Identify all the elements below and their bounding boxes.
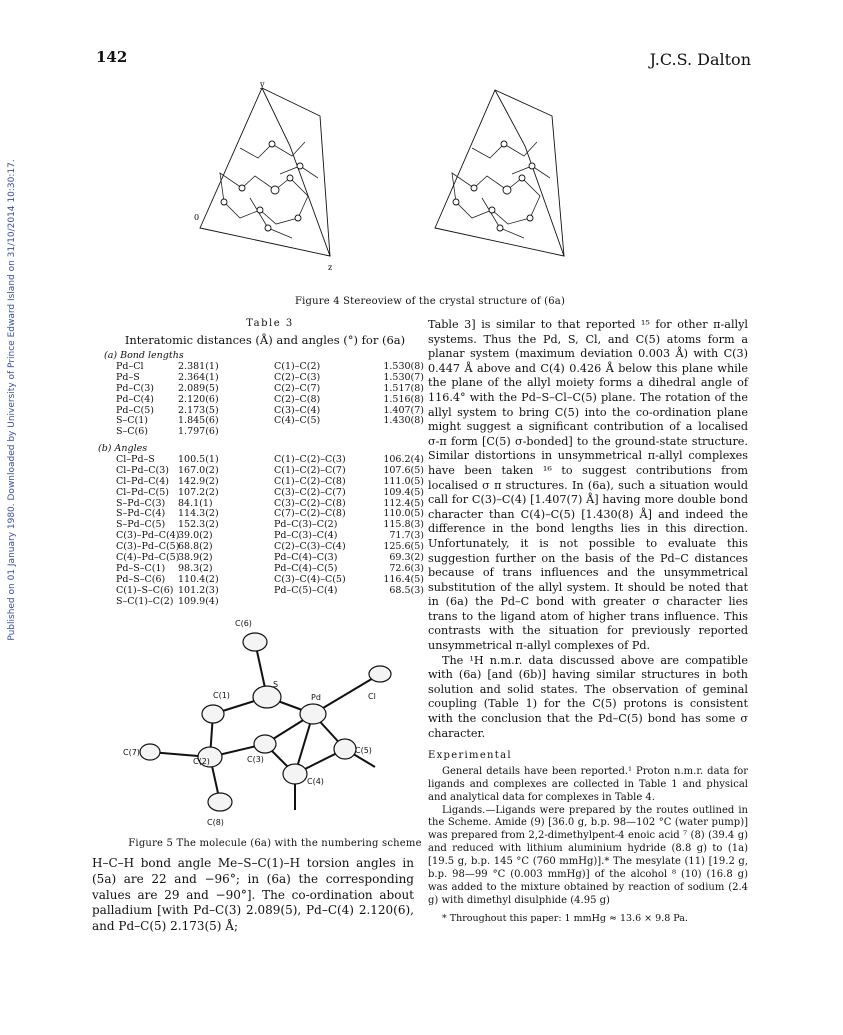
table-cell: 1.530(7) <box>383 371 424 383</box>
table-cell: 2.364(1) <box>178 371 219 383</box>
table-3-subtitle: Interatomic distances (Å) and angles (°) for (6a) <box>124 333 406 347</box>
atom-label-c6: C(6) <box>235 619 252 628</box>
atom-label-c2: C(2) <box>193 757 210 766</box>
atom-label-c7: C(7) <box>123 748 140 757</box>
table-cell: S–C(6) <box>116 426 148 438</box>
table-cell: C(4)–C(5) <box>274 415 321 427</box>
table-cell: Cl–Pd–S <box>116 453 155 465</box>
figure-5-caption: Figure 5 The molecule (6a) with the numbering scheme <box>128 838 422 849</box>
right-column <box>428 318 748 926</box>
table-cell: C(3)–Pd–C(4) <box>116 530 180 542</box>
table-cell: 125.6(5) <box>383 541 424 553</box>
table-cell: S–Pd–C(3) <box>116 497 166 509</box>
table-cell: 1.530(8) <box>383 360 424 372</box>
figure-5-molecule <box>115 612 425 837</box>
table-cell: Cl–Pd–C(5) <box>116 486 170 498</box>
table-cell: Pd–C(4)–C(3) <box>274 552 338 564</box>
table-cell: 84.1(1) <box>178 497 213 509</box>
table-cell: C(1)–C(2)–C(3) <box>274 453 346 465</box>
angle-row <box>98 477 424 488</box>
table-cell: 2.089(5) <box>178 382 219 394</box>
table-cell: C(3)–C(4)–C(5) <box>274 573 346 585</box>
table-cell: Pd–S–C(6) <box>116 573 166 585</box>
bond-length-row <box>98 362 424 373</box>
download-stamp[interactable] <box>4 155 20 645</box>
table-cell: 142.9(2) <box>178 475 219 487</box>
bond-lengths-heading: (a) Bond lengths <box>104 350 184 361</box>
running-head: J.C.S. Dalton <box>649 50 751 69</box>
table-cell: S–C(1) <box>116 415 148 427</box>
table-cell: C(3)–C(4) <box>274 404 321 416</box>
table-cell: 68.8(2) <box>178 541 213 553</box>
table-cell: C(7)–C(2)–C(8) <box>274 508 346 520</box>
table-cell: C(2)–C(8) <box>274 393 321 405</box>
table-cell: C(1)–C(2) <box>274 360 321 372</box>
table-cell: 111.0(5) <box>383 475 424 487</box>
table-cell: C(2)–C(7) <box>274 382 321 394</box>
table-cell <box>274 597 366 608</box>
table-cell: C(3)–C(2)–C(7) <box>274 486 346 498</box>
table-cell: 106.2(4) <box>383 453 424 465</box>
table-cell <box>366 427 424 438</box>
atom-label-c3: C(3) <box>247 755 264 764</box>
atom-label-c4: C(4) <box>307 777 324 786</box>
table-cell: 1.407(7) <box>383 404 424 416</box>
table-cell <box>366 597 424 608</box>
table-cell: 2.381(1) <box>178 360 219 372</box>
table-cell: 107.6(5) <box>383 464 424 476</box>
fig4-z-label: z <box>328 263 333 272</box>
table-cell: Pd–C(3) <box>116 382 154 394</box>
table-cell: C(1)–S–C(6) <box>116 584 174 596</box>
page-number: 142 <box>96 48 128 66</box>
table-cell: 38.9(2) <box>178 552 213 564</box>
paragraph-allyl-geometry: Table 3] is similar to that reported ¹⁵ for other π-allyl systems. Thus the Pd, S, Cl, and C(5) atoms form a planar system (maximum deviation 0.003 Å) with C(3) 0.447 Å above and C(4) 0.426 Å below this plane while the plane of the allyl moiety forms a dihedral angle of 116.4° with the Pd–S–Cl–C(5) plane. The rotation of the allyl system to bring C(5) into the co-ordination plane might suggest a significant contribution of a localised σ-π form [C(5) σ-bonded] to the ground-state structure. Similar distortions in unsymmetrical π-allyl complexes have been taken ¹⁶ to suggest contributions from localised σ π structures. In (6a), such a situation would call for C(3)–C(4) [1.407(7) Å] having more double bond character than C(4)–C(5) [1.430(8) Å] and indeed the difference in the bond lengths lies in this direction. Unfortunately, it is not possible to evaluate this suggestion further on the basis of the Pd–C distances because of trans influences and the unsymmetrical substitution of the allyl system. It should be noted that in (6a) the Pd–C bond with greater σ character lies trans to the ligand atom of higher trans influence. This contrasts with the situation for previously reported unsymmetrical π-allyl complexes of Pd. <box>428 318 748 653</box>
table-cell: Pd–Cl <box>116 360 144 372</box>
experimental-heading: Experimental <box>428 750 512 762</box>
table-3-title: Table 3 <box>246 318 294 329</box>
table-cell: 109.4(5) <box>383 486 424 498</box>
table-cell: 101.2(3) <box>178 584 219 596</box>
table-cell: Cl–Pd–C(3) <box>116 464 170 476</box>
table-cell: C(3)–C(2)–C(8) <box>274 497 346 509</box>
table-cell: Pd–C(3)–C(4) <box>274 530 338 542</box>
table-cell: 112.4(5) <box>383 497 424 509</box>
table-cell: 167.0(2) <box>178 464 219 476</box>
table-cell: 1.845(6) <box>178 415 219 427</box>
table-cell: 1.517(8) <box>383 382 424 394</box>
paragraph-nmr: The ¹H n.m.r. data discussed above are compatible with (6a) [and (6b)] having similar structures in both solution and solid states. The observation of geminal coupling (Table 1) for the C(5) protons is consistent with the conclusion that the Pd–C(5) bond has some σ character. <box>428 653 748 740</box>
table-cell: Pd–S <box>116 371 140 383</box>
table-cell: C(1)–C(2)–C(7) <box>274 464 346 476</box>
table-cell: Pd–C(4)–C(5) <box>274 562 338 574</box>
table-3-bond-lengths <box>98 351 424 438</box>
figure-4-caption: Figure 4 Stereoview of the crystal structure of (6a) <box>294 296 566 307</box>
bond-length-row <box>98 395 424 406</box>
atom-label-pd: Pd <box>311 693 321 702</box>
atom-label-c8: C(8) <box>207 818 224 827</box>
table-cell: Pd–S–C(1) <box>116 562 166 574</box>
table-cell: 114.3(2) <box>178 508 219 520</box>
bond-length-row <box>98 384 424 395</box>
atom-label-c1: C(1) <box>213 691 230 700</box>
paragraph-general-details: General details have been reported.¹ Proton n.m.r. data for ligands and complexes are collected in Table 1 and physical and analytical data for complexes in Table 4. <box>428 765 748 803</box>
table-cell: C(2)–C(3) <box>274 371 321 383</box>
table-cell: 2.173(5) <box>178 404 219 416</box>
angle-row <box>98 597 424 608</box>
table-cell: 116.4(5) <box>383 573 424 585</box>
download-stamp-text: Published on 01 January 1980. Downloaded by University of Prince Edward Island on 31/10/2014 10:30:17. <box>7 159 17 641</box>
table-cell: 109.9(4) <box>178 595 219 607</box>
bond-length-row <box>98 427 424 438</box>
table-cell: S–C(1)–C(2) <box>116 595 174 607</box>
table-cell: 115.8(3) <box>383 519 424 531</box>
paragraph-ligands: Ligands.—Ligands were prepared by the routes outlined in the Scheme. Amide (9) [36.0 g, b.p. 98—102 °C (water pump)] was prepared from 2,2-dimethylpent-4 enoic acid ⁷ (8) (39.4 g) and reduced with lithium aluminium hydride (8.8 g) to (1a) [19.5 g, b.p. 145 °C (760 mmHg)].* The mesylate (11) [19.2 g, b.p. 98—99 °C (0.003 mmHg)] of the alcohol ⁸ (10) (16.8 g) was added to the mixture obtained by reaction of sodium (2.4 g) with dimethyl disulphide (4.95 g) <box>428 804 748 906</box>
fig4-origin-label: 0 <box>194 213 200 222</box>
table-3-angles <box>98 444 424 608</box>
table-cell: 69.3(2) <box>389 552 424 564</box>
table-cell: 98.3(2) <box>178 562 213 574</box>
atom-label-s: S <box>273 680 279 689</box>
table-cell: 1.516(8) <box>383 393 424 405</box>
atom-label-c5: C(5) <box>355 746 372 755</box>
table-cell: 72.6(3) <box>389 562 424 574</box>
table-cell: C(4)–Pd–C(5) <box>116 552 180 564</box>
left-body-text: H–C–H bond angle Me–S–C(1)–H torsion angles in (5a) are 22 and −96°; in (6a) the corresponding values are 29 and −90°]. The co-ordination about palladium [with Pd–C(3) 2.089(5), Pd–C(4) 2.120(6), and Pd–C(5) 2.173(5) Å; <box>92 856 414 934</box>
table-cell: 71.7(3) <box>389 530 424 542</box>
table-cell: 100.5(1) <box>178 453 219 465</box>
table-cell: C(1)–C(2)–C(8) <box>274 475 346 487</box>
table-cell: C(3)–Pd–C(5) <box>116 541 180 553</box>
table-cell: 107.2(2) <box>178 486 219 498</box>
table-cell: 68.5(3) <box>389 584 424 596</box>
table-cell: 1.430(8) <box>383 415 424 427</box>
table-cell: C(2)–C(3)–C(4) <box>274 541 346 553</box>
angles-heading: (b) Angles <box>98 443 148 454</box>
table-cell: 152.3(2) <box>178 519 219 531</box>
table-cell: S–Pd–C(5) <box>116 519 166 531</box>
footnote: * Throughout this paper: 1 mmHg ≈ 13.6 × 9.8 Pa. <box>442 912 688 924</box>
table-cell: Cl–Pd–C(4) <box>116 475 170 487</box>
table-cell: Pd–C(4) <box>116 393 154 405</box>
table-cell: 39.0(2) <box>178 530 213 542</box>
table-cell: 110.0(5) <box>383 508 424 520</box>
table-cell: S–Pd–C(4) <box>116 508 166 520</box>
atom-label-cl: Cl <box>368 692 376 701</box>
table-cell: 2.120(6) <box>178 393 219 405</box>
angle-row <box>98 488 424 499</box>
table-cell: 1.797(6) <box>178 426 219 438</box>
table-cell: Pd–C(5) <box>116 404 154 416</box>
table-cell: Pd–C(3)–C(2) <box>274 519 338 531</box>
fig4-y-label: y <box>260 80 265 89</box>
table-cell: Pd–C(5)–C(4) <box>274 584 338 596</box>
figure-4-stereoview <box>180 78 620 293</box>
table-cell <box>274 427 366 438</box>
table-cell: 110.4(2) <box>178 573 219 585</box>
